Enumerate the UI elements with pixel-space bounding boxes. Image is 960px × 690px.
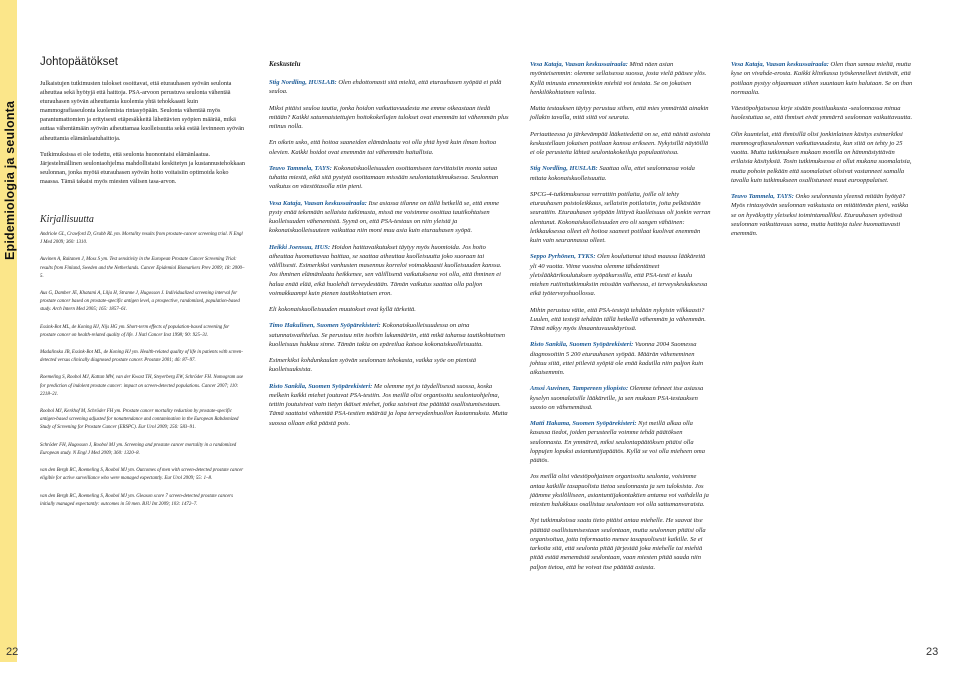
discussion-paragraph — [269, 243, 509, 299]
discussion-paragraphs — [269, 78, 509, 428]
speaker-name: Risto Sankila, Suomen Syöpärekisteri: — [530, 341, 634, 349]
discussion-paragraph — [269, 356, 509, 375]
reference-item: Roobol MJ, Kerkhof M, Schröder FH ym. Prostate cancer mortality reduction by prostate-specific antigen-based screening adjusted for nonattendance and contamination in the European Rabdomized Study of Screening for Prostate Cancer (ERSPC). Eur Urol 2009; 256: 583–91. — [40, 409, 239, 431]
discussion-heading: Keskustelu — [269, 60, 301, 68]
discussion-paragraph — [269, 305, 509, 314]
speaker-name: Stig Nordling, HUSLAB: — [530, 165, 598, 173]
discussion-paragraph — [530, 419, 712, 465]
discussion-paragraph — [269, 78, 509, 97]
speaker-statement: Saattaa olla, ettei seulonnassa voida mitata kokonaiskuolleisuutta. — [530, 165, 695, 182]
speaker-statement: Mihin perustuu väite, että PSA-testejä tehdään nykyisin vilkkaasti? Luulen, että testejä tehdään tällä hetkellä vähemmän ja vähemmän. Tämä näkyy myös ilmaantuvuuskäyrissä. — [530, 306, 706, 332]
discussion-paragraph — [731, 104, 914, 123]
discussion-paragraph — [269, 164, 509, 192]
discussion-paragraph — [530, 252, 712, 298]
speaker-statement: Jos meillä olisi väestöpohjainen organisoitu seulonta, voisimme antaa kaikille tasapuolista tietoa seulonnasta ja sen tuloksista. Jos jäämme yksilölliseen, asiantuntijakontaktien antama voi vaihdella ja miesten halukkuus osallistua seulontaan voi olla sattumanvaraista. — [530, 473, 709, 508]
section-title: Epidemiologia ja seulonta — [3, 100, 17, 260]
discussion-paragraph — [269, 104, 509, 132]
section-spine — [0, 0, 17, 662]
discussion-paragraphs — [731, 60, 914, 238]
speaker-statement: Olen kouluttanut tässä maassa lääkäreitä yli 40 vuotta. Viime vuosina olemme tähdentäneet yleislääkärikoulutuksen syöpäkurssilla, että PSA-testi ei kuulu miehen rutiinitutkimuksiin missään vaiheessa, ei terveyskeskuksessa eikä työterveyshuollossa. — [530, 253, 708, 298]
discussion-paragraph — [530, 384, 712, 412]
speaker-name: Teuvo Tammela, TAYS: — [269, 164, 332, 172]
discussion-column-3 — [731, 60, 914, 245]
speaker-statement: En oikein usko, että hoitoa saaneiden elämänlaatu voi olla yhtä hyvä kuin ilman hoitoa olevien. Kaikki hoidot ovat enemmän tai vähemmän haitallisia. — [269, 139, 497, 156]
speaker-statement: Kokonaiskuolleisuuden osoittamiseen tarvittaisiin monta sataa tuhatta miestä, eikä sitä pystytä osoittamaan missään seulontatutkimuksessa. Seulonnan vaikutus on väestötasolla niin pieni. — [269, 164, 499, 191]
reference-item: Andriole GL, Crawford D, Grubb RL ym. Mortality results from prostate-cancer screening trial. N Engl J Med 2009; 360: 1310. — [40, 232, 243, 246]
discussion-column-1 — [269, 60, 509, 435]
speaker-name: Seppo Pyrhönen, TYKS: — [530, 253, 596, 261]
discussion-paragraph — [731, 60, 914, 97]
speaker-statement: Vuonna 2004 Suomessa diagnosoitiin 5 200 eturauhasen syöpää. Määrän väheneminen johtuu siitä, ettei piileviä syöpiä ole enää kaduilla niin paljon kuin aikaisemmin. — [530, 341, 704, 376]
speaker-statement: Olen ihan samaa mieltä, mutta kyse on vivahde-erosta. Kaikki klinikassa työskennelleet tietävät, että potilaan pystyy ohjaamaan siihen suuntaan kuin halutaan. Se on ihan normaalia. — [731, 61, 913, 96]
discussion-paragraph — [530, 340, 712, 377]
reference-item: Essink-Bot ML, de Koning HJ, Nijs HG ym. Short-term effects of population-based screening for prostate cancer on health-related quality of life. J Natl Cancer Inst 1998; 90: 925–31. — [40, 324, 230, 338]
reference-item: Aus G, Damber JE, Khatami A, Lilja H, Stranne J, Hugosson J. Individualized screening interval for prostate cancer based on prostate-specific antigen level, a prospective, randomized, population-based study. Arch Intern Med 2005; 165: 1857–61. — [40, 291, 240, 313]
page-number-right: 23 — [926, 646, 939, 658]
discussion-paragraph — [530, 164, 712, 183]
discussion-paragraphs — [530, 60, 712, 572]
discussion-paragraph — [269, 199, 509, 236]
reference-item: van den Bergh RC, Roemeling S, Roobol MJ ym. Outcomes of men with screen-detected prostate cancer eligible for active surveillance who were managed expectantly. Eur Urol 2009; 55: 1–8. — [40, 468, 244, 482]
discussion-paragraph — [530, 60, 712, 97]
speaker-statement: Periaatteessa ja järkevämpää lääketiedettä on se, että näistä asioista keskustellaan jokaisen potilaan kanssa erikseen. Nykyisillä näytöillä ei ole perusteita lähteä seulontakokeiluja populaatioissa. — [530, 130, 711, 156]
reference-item: Schröder FH, Hugosson J, Roobol MJ ym. Screening and prostate cancer mortality in a randomized European study. N Engl J Med 2009; 360: 1320–8. — [40, 442, 237, 456]
speaker-name: Risto Sankila, Suomen Syöpärekisteri: — [269, 382, 373, 390]
speaker-name: Vesa Kataja, Vaasan keskussairaala: — [731, 61, 829, 68]
discussion-paragraph — [269, 321, 509, 349]
discussion-paragraph — [269, 382, 509, 428]
speaker-statement: Hoidon haittavaikutukset täytyy myös huomioida. Jos hoito aiheuttaa huomattavaa haittaa, se saattaa aiheuttaa kuolleisuutta joko suoraan tai välillisesti. Esimerkiksi vanhusten masennus korreloi voimakkaasti kuolleisuuden kanssa. Jos ihminen elämänlaatu heikkenee, sen välillisenä vaikutuksena voi olla, että ihminen ei halua enää elää, eikä huolehdi terveydestään. Tämän vaikutus saattaa olla paljon voimakkaampi kuin pienen tautikohtaisen eron. — [269, 243, 502, 297]
speaker-name: Timo Hakulinen, Suomen Syöpärekisteri: — [269, 322, 381, 330]
speaker-statement: Onko seulonnasta yleensä mitään hyötyä? Myös rintasyövän seulonnan vaikutusta on mitättömän pieni, vaikka se on hyväksytty yleiseksi toimintamalliksi. Eturauhasen syövässä seulonnan vaikuttavuus sama, mutta haittoja tulee huomattavasti enemmän. — [731, 193, 909, 237]
speaker-statement: Mutta testauksen täytyy perustua siihen, että mies ymmärtää ainakin jollakin tavalla, mitä siitä voi seurata. — [530, 105, 709, 122]
speaker-name: Matti Hakama, Suomen Syöpärekisteri: — [530, 420, 637, 427]
speaker-statement: Nyt tutkimuksissa saatu tieto pitäisi antaa miehelle. He saavat itse päättää osallistumisestaan seulontaan, mutta seulonnan pitäisi olla organisoitua, jotta informaatio menee tasapuolisesti kaikille. Se ei tarkoita sitä, että seulonta pitää järjestää joka miehelle tai miehiä pitää estää menemästä seulontaan, vaan miesten pitää saada niin paljon tietoa, että he voivat itse päättää asiasta. — [530, 517, 706, 571]
speaker-name: Vesa Kataja, Vaasan keskussairaala: — [530, 61, 628, 68]
speaker-name: Heikki Joensuu, HUS: — [269, 243, 331, 251]
speaker-statement: Olin kuuntelut, että ihmisillä olisi jonkinlainen käsitys esimerkiksi mammografiaseulonnan vaikuttavuudesta, kun siitä on tehty jo 25 vuotta. Mutta tutkimuksen mukaan monilla on hämmästyttävän erilaisia käsityksiä. Tosin tutkimuksessa ei ollut mukana suomalaisia, mutta pohoin pelkään että suomalaiset olisivat vastanneet samalla tavalla kuin tutkimukseen osallistuneet muut eurooppalaiset. — [731, 130, 912, 184]
conclusions-paragraph: Julkaistujen tutkimusten tulokset osoittavat, että eturauhasen syövän seulonta aiheuttaa sekä hyötyjä että haittoja. PSA-arvoon perustuva seulonta vähentää eturauhasen syövän aiheuttamia kuolemia yhtä tehokkaasti kuin mammografiaseulonta kuolemista rintasyöpään. Seulonta vähentää myös parantumattomien ja erityisesti etäpesäkkeitä lähettävien syöpien määrää, mikä auttaa vähentämään syövän aiheuttamaa kuolleisuutta sekä estää levinneen syövän aiheuttamia elämänlaatuhaittoja. — [40, 80, 245, 142]
speaker-statement: Olemme tehneet itse asiassa kyselyn suomalaisille lääkäreille, ja sen mukaan PSA-testauksen suosio on vähenemässä. — [530, 385, 704, 411]
speaker-statement: Miksi pitäisi seuloa tautia, jonka hoidon vaikuttavuudesta me emme oikeastaan tiedä mitään? Kaikki satunnaistettujen hoitokokeilujen tulokset ovat enemmän tai vähemmän plus miinus nolla. — [269, 104, 509, 130]
speaker-name: Teuvo Tammela, TAYS: — [731, 193, 794, 200]
speaker-statement: Esimerkiksi kohdunkaulan syövän seulonnan tehokasta, vaikka syöe on pienistä kuolleisuuksista. — [269, 357, 477, 374]
speaker-statement: Väestöpohjaisessa kirje sisään postiluukusta -seulonnassa minua huolestuttaa se, että ihmiset eivät ymmärrä seulonnan vaikuttavuutta. — [731, 105, 913, 122]
speaker-statement: Itse asiassa tilanne on tällä hetkellä se, että emme pysty enää tekemään sellaista tutkimusta, missä me voisimme osoittaa tautikohtaisen kuolleisuuden vähenemistä. Syynä on, että PSA-testaus on niin yleistä ja kokonaiskuolleisuuteen vaikuttaa niin moni muu asia kuin eturauhasen syöpä. — [269, 199, 500, 235]
reference-list — [40, 231, 246, 509]
discussion-paragraph — [530, 130, 712, 158]
discussion-paragraph — [269, 138, 509, 157]
conclusions-heading: Johtopäätökset — [40, 56, 119, 68]
conclusions-paragraph: Tutkimuksissa ei ole todettu, että seulonta huonontaisi elämänlaatua. Järjestelmällinen seulontaohjelma mahdollistaisi keskitetyn ja kustannustehokkaan seulonnan, jonka myötä eturauhasen syövän hoito voitaisiin optimoida koko maassa. Tämä takaisi myös miesten välisen tasa-arvon. — [40, 150, 246, 185]
discussion-paragraph — [530, 306, 712, 334]
speaker-name: Stig Nordling, HUSLAB: — [269, 79, 337, 86]
discussion-paragraph — [530, 190, 712, 246]
conclusions-column — [40, 56, 246, 518]
discussion-paragraph — [530, 472, 712, 509]
reference-item: Auvinen A, Raitanen J, Moss S ym. Test sensitivity in the European Prostate Cancer Screening Trial: results from Finland, Sweden and the Netherlands. Cancer Epidemiol Biomarkers Prev 2009; 18: 2000–5. — [40, 257, 245, 279]
speaker-statement: Olen ehdottomasti sitä mieltä, että eturauhasen syöpää ei pidä seuloa. — [269, 79, 502, 96]
discussion-paragraph — [530, 104, 712, 123]
speaker-statement: Eli kokonaiskuolleisuuden muutokset ovat kyllä tärkeitä. — [269, 306, 416, 313]
speaker-statement: Nyt meillä alkaa olla kasassa tiedot, joiden perusteella voimme tehdä päätöksen seulonnasta. En ymmärrä, miksi seulontapäätöksen pitäisi olla loppujen lopuksi asiantuntijapäätös. Kyllä se voi olla mieheen oma päätös. — [530, 420, 705, 464]
speaker-name: Vesa Kataja, Vaasan keskussairaala: — [269, 199, 367, 207]
speaker-statement: SPCG-4-tutkimuksessa verrattiin potilaita, joille oli tehty eturauhasen poistoleikkaus, sellaisiin potilaisiin, joita pelkästään seurattiin. Eturauhasen syöpään liittyvä kuolleisuus oli jonkin verran alentunut. Kokonaiskuolleisuuden ero oli sangen vähäinen: leikkauksessa olleet eli hoitoa saaneet potilaat kuolivat enemmän kuin vain seurannassa olleet. — [530, 190, 711, 244]
speaker-statement: Me olemme nyt jo täydellisessä suossa, koska melkein kaikki miehet joutuvat PSA-testiin. Jos meillä olisi organisoitu seulontaohjelma, tettiin joutuisivat vain tietyn ikäiset miehet, jotka saisivat itse päättää osallistumisestaan. Tämä saattaisi vähentää PSA-testien määrää ja lopa terveydenhuollon kustannuksia. Mutta suossa ollaan eikä päästä pois. — [269, 382, 508, 427]
speaker-statement: Minä näen asian myönteisemmin: olemme sellaisessa suossa, josta vielä pääsee ylös. Kyllä minusta ennemminkin miehiä voi testata. Se on jokaisen henkilökohtainen valinta. — [530, 61, 707, 96]
discussion-paragraph — [731, 192, 914, 238]
speaker-name: Anssi Auvinen, Tampereen yliopisto: — [530, 385, 629, 393]
reference-item: Roemeling S, Roobol MJ, Kattan MW, van der Kwast TH, Steyerberg EW, Schröder FH. Nomogram use for prediction of indolent prostate cancer: impact on screen-detected populations. Cancer 2007; 110: 2218–21. — [40, 375, 244, 397]
page-number-left: 22 — [6, 646, 19, 658]
reference-item: van den Bergh RC, Roemeling S, Roobol MJ ym. Gleason score 7 screen-detected prostate cancers initially managed expectantly: outcomes in 50 men. BJU Int 2009; 103: 1472–7. — [40, 493, 234, 507]
discussion-paragraph — [530, 516, 712, 572]
references-heading: Kirjallisuutta — [40, 214, 94, 226]
discussion-paragraph — [731, 130, 914, 186]
discussion-column-2 — [530, 60, 712, 579]
reference-item: Madalinska JB, Essink-Bot ML, de Koning HJ ym. Health-related quality of life in patients with screen-detected versus clinically diagnosed prostate cancer. Prostate 2001; 46: 87–97. — [40, 350, 243, 364]
speaker-statement: Kokonaiskuolleisuudessa on aina satunnaisvaihtelua. Se perustuu niin isoihin lukumääriin, että mikä tahansa tautikohtainen kuolleisuus hukkuu sinne. Tämän takia on epäreilua katsoa kokonaiskuolleisuutta. — [269, 322, 505, 348]
